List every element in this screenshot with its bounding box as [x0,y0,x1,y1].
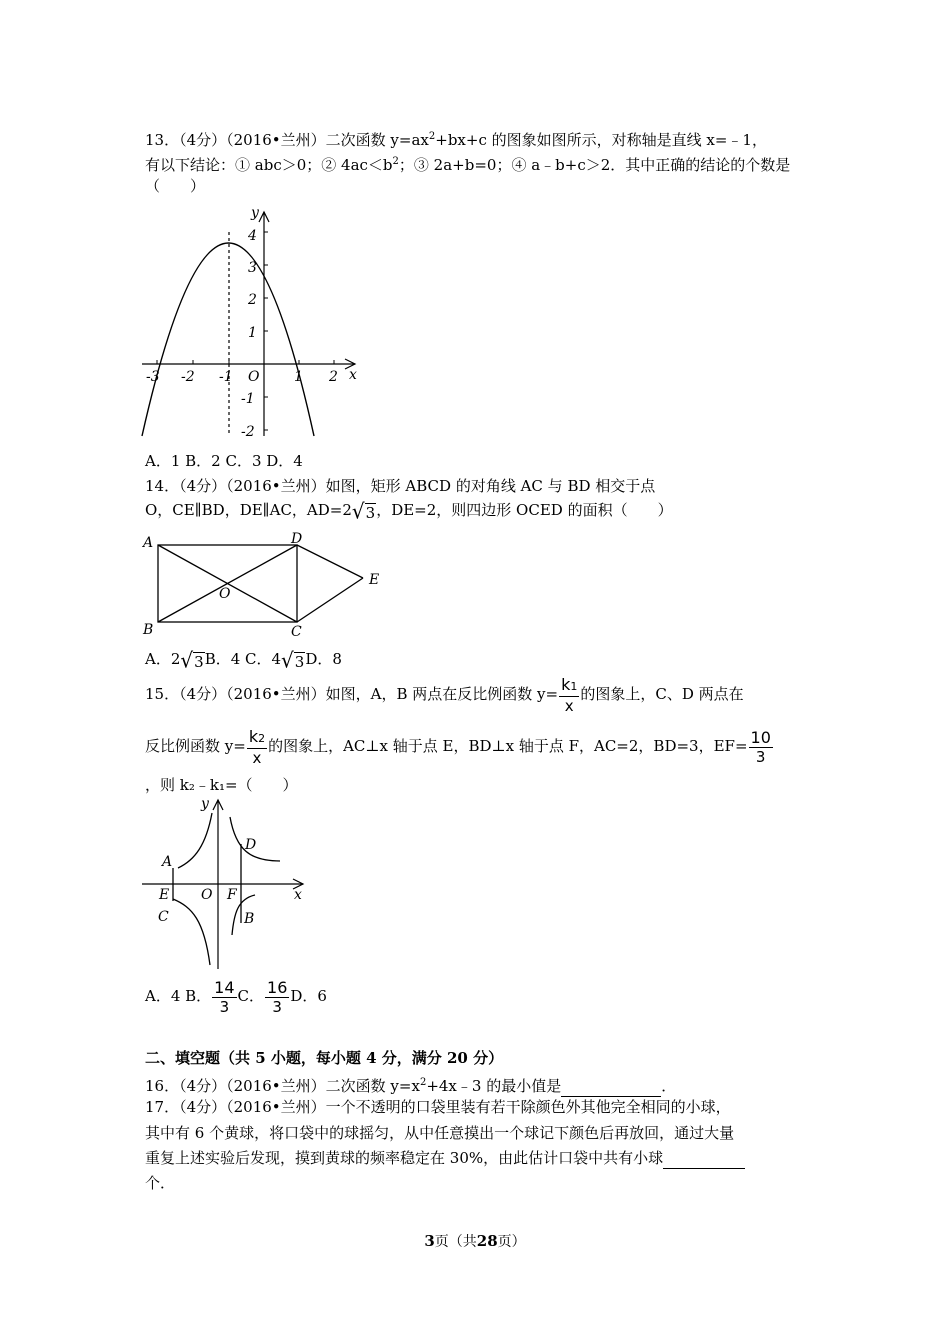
y-tick-1: 1 [248,325,257,341]
point-a-label: A [162,854,173,870]
q17-line2: 其中有 6 个黄球，将口袋中的球摇匀，从中任意摸出一个球记下颜色后再放回，通过大量 [145,1124,735,1142]
q17-line1: 17．（4分）（2016•兰州）一个不透明的口袋里装有若干除颜色外其他完全相同的小球， [145,1098,731,1116]
y-tick-3: 3 [248,260,257,276]
x-tick--3: -3 [146,369,160,385]
q14-answers: A．2√3B．4 C．4√3D．8 [145,647,342,673]
point-a-label: A [143,535,154,551]
sqrt-3: √3 [351,498,376,524]
section-2-title: 二、填空题（共 5 小题，每小题 4 分，满分 20 分） [145,1049,504,1067]
q17-answer-blank[interactable] [663,1148,745,1169]
y-tick--2: -2 [241,424,255,440]
fraction-k1-over-x: $\frac{k1}{x}$ [561,674,578,715]
point-o-label: O [219,586,231,602]
y-tick-2: 2 [248,292,257,308]
q14-rectangle-figure [140,530,390,642]
total-pages: 28 [476,1232,498,1250]
q13-parabola-graph [140,200,370,440]
y-tick-4: 4 [248,228,257,244]
x-tick-2: 2 [329,369,338,385]
q15-line3: ，则 k₂﹣k₁=（ ） [145,776,298,794]
page-number: 3 [424,1232,435,1250]
curve-k1-second-quadrant [178,813,212,868]
point-d-label: D [245,837,257,853]
page-footer: 3页（共28页） [424,1232,526,1250]
parabola-curve [142,243,314,436]
point-b-label: B [143,622,154,638]
q15-answers: A．4 B． $\frac{14}{3}$ C． $\frac{16}{3}$ D．6 [145,977,327,1016]
q15-hyperbola-figure [140,795,315,973]
x-tick--1: -1 [219,369,233,385]
q15-line2: 反比例函数 y= $\frac{k2}{x}$ 的图象上，AC⊥x 轴于点 E，BD⊥x 轴于点 F，AC=2，BD=3，EF= $\frac{10}{3}$ [145,726,771,767]
x-axis-label: x [294,887,302,903]
x-tick-1: 1 [294,369,303,385]
point-c-label: C [291,624,302,640]
point-d-label: D [291,531,303,547]
point-e-label: E [159,887,170,903]
fraction-k2-over-x: $\frac{k2}{x}$ [248,726,266,767]
q13-answers: A．1 B．2 C．3 D．4 [145,452,303,470]
q17-line4: 个． [145,1174,176,1192]
point-e-label: E [369,572,380,588]
fraction-16-over-3: $\frac{16}{3}$ [267,977,288,1016]
q13-line2: 有以下结论：① abc＞0；② $4ac<b^2$；③ 2a+b=0；④ a﹣b+c＞2．其中正确的结论的个数是 [145,156,791,174]
fraction-10-over-3: $\frac{10}{3}$ [750,727,771,766]
x-axis-label: x [349,367,357,383]
origin-label: O [201,887,213,903]
point-b-label: B [244,911,255,927]
q15-line1: 15．（4分）（2016•兰州）如图，A，B 两点在反比例函数 y= $\frac{k1}{x}$ 的图象上，C、D 两点在 [145,674,744,715]
fraction-14-over-3: $\frac{14}{3}$ [214,977,235,1016]
segment-de [297,545,363,578]
x-tick--2: -2 [181,369,195,385]
y-axis-label: y [201,796,209,812]
q17-line3: 重复上述实验后发现，摸到黄球的频率稳定在 30%，由此估计口袋中共有小球 [145,1148,745,1169]
y-tick--1: -1 [241,391,255,407]
curve-k2-third-quadrant [173,899,210,965]
q16-line: 16．（4分）（2016•兰州）二次函数 $y=x^2+4x﹣3$ 的最小值是 ． [145,1077,677,1095]
q16-answer-blank[interactable] [561,1076,661,1097]
point-f-label: F [227,887,237,903]
q13-line1: 13．（4分）（2016•兰州）二次函数 $y=ax^2+bx+c$ 的图象如图所示，对称轴是直线 x=﹣1， [145,131,767,149]
q13-line3: （ ） [145,177,206,195]
q14-line2: O，CE∥BD，DE∥AC，AD=2√3，DE=2，则四边形 OCED 的面积（ ） [145,498,673,524]
segment-ce [297,578,363,622]
origin-label: O [248,369,260,385]
y-axis-label: y [251,205,259,221]
point-c-label: C [158,909,169,925]
q14-line1: 14．（4分）（2016•兰州）如图，矩形 ABCD 的对角线 AC 与 BD 相交于点 [145,477,656,495]
